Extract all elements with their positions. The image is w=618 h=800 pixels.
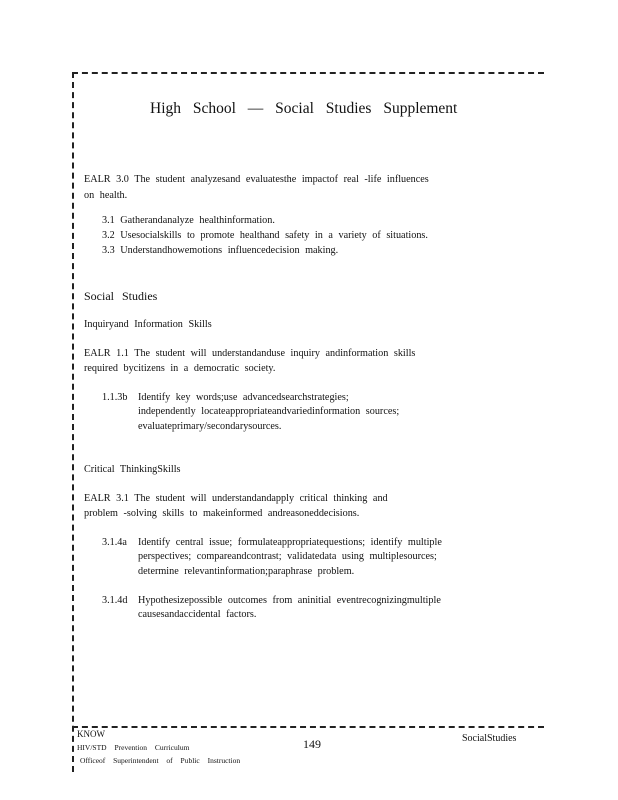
ealr11-item-line1: Identify key words;use advancedsearchstrategies; [138,392,349,403]
frame-top-border [72,72,544,74]
ealr31-item-a-number: 3.1.4a [102,537,127,548]
ealr31-item-a-line3: determine relevantinformation;paraphrase problem. [138,566,355,577]
ealr11-item-line3: evaluateprimary/secondarysources. [138,421,282,432]
footer-office: Officeof Superintendent of Public Instruction [80,756,241,765]
ealr11-item-number: 1.1.3b [102,392,128,403]
ealr30-line2: on health. [84,190,128,201]
subheading-inquiry: Inquiryand Information Skills [84,319,212,330]
footer-curriculum: HIV/STD Prevention Curriculum [77,743,190,752]
ealr30-item-2: 3.2 Usesocialskills to promote healthand safety in a variety of situations. [102,230,428,241]
ealr31-item-d-line2: causesandaccidental factors. [138,609,257,620]
page-number: 149 [303,737,321,751]
ealr11-line1: EALR 1.1 The student will understandanduse inquiry andinformation skills [84,348,416,359]
ealr31-item-d-number: 3.1.4d [102,595,128,606]
footer-know: KNOW [77,729,105,739]
ealr31-line1: EALR 3.1 The student will understandandapply critical thinking and [84,493,388,504]
section-social-studies: Social Studies [84,289,158,303]
footer-section-name: SocialStudies [462,733,517,744]
ealr30-item-3: 3.3 Understandhowemotions influencedecision making. [102,245,339,256]
page-title: High School — Social Studies Supplement [150,100,458,117]
ealr31-item-d-line1: Hypothesizepossible outcomes from aninitial eventrecognizingmultiple [138,595,441,606]
ealr31-item-a-line2: perspectives; compareandcontrast; validatedata using multiplesources; [138,551,437,562]
ealr11-item-line2: independently locateappropriateandvariedinformation sources; [138,406,400,417]
frame-bottom-border [72,726,544,728]
ealr30-line1: EALR 3.0 The student analyzesand evaluatesthe impactof real -life influences [84,174,429,185]
subheading-critical: Critical ThinkingSkills [84,464,181,475]
ealr31-item-a-line1: Identify central issue; formulateappropriatequestions; identify multiple [138,537,442,548]
frame-left-border [72,72,74,772]
ealr30-item-1: 3.1 Gatherandanalyze healthinformation. [102,215,275,226]
ealr11-line2: required bycitizens in a democratic society. [84,363,276,374]
ealr31-line2: problem -solving skills to makeinformed andreasoneddecisions. [84,508,360,519]
